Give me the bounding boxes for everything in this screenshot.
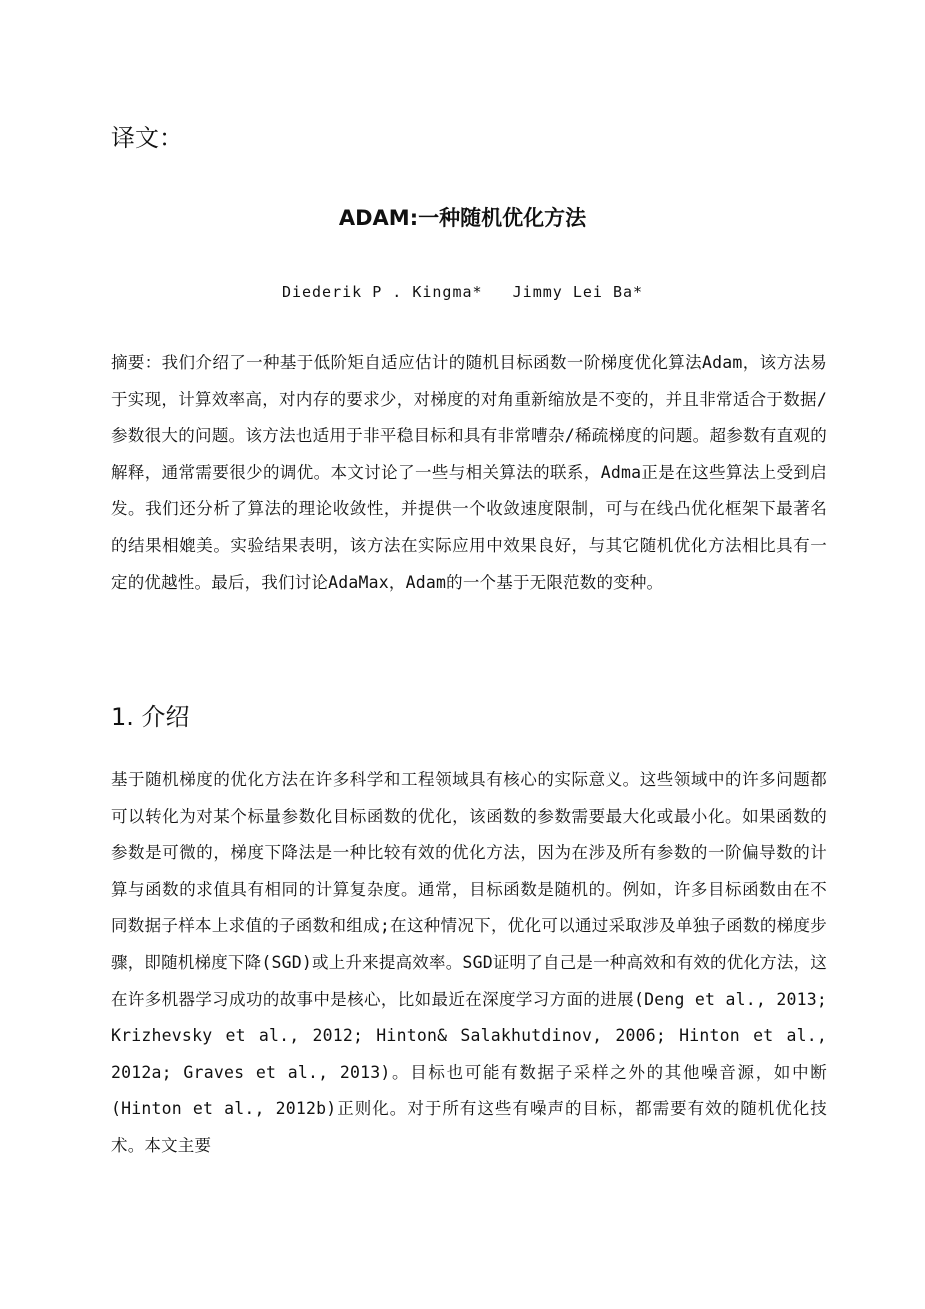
author-line: Diederik P . Kingma* Jimmy Lei Ba* [281, 283, 644, 301]
paper-title: ADAM:一种随机优化方法 [338, 206, 587, 230]
introduction-paragraph: 基于随机梯度的优化方法在许多科学和工程领域具有核心的实际意义。这些领域中的许多问题都可以转化为对某个标量参数化目标函数的优化，该函数的参数需要最大化或最小化。如果函数的参数是可微的，梯度下降法是一种比较有效的优化方法，因为在涉及所有参数的一阶偏导数的计算与函数的求值具有相同的计算复杂度。通常，目标函数是随机的。例如，许多目标函数由在不同数据子样本上求值的子函数和组成;在这种情况下，优化可以通过采取涉及单独子函数的梯度步骤，即随机梯度下降(SGD)或上升来提高效率。SGD证明了自己是一种高效和有效的优化方法，这在许多机器学习成功的故事中是核心，比如最近在深度学习方面的进展(Deng et al., 2013; Krizhevsky et al., 2012; Hinton& Salakhutdinov, 2006; Hinton et al., 2012a; Graves et al., 2013)。目标也可能有数据子采样之外的其他噪音源，如中断(Hinton et al., 2012b)正则化。对于所有这些有噪声的目标，都需要有效的随机优化技术。本文主要 [111, 770, 827, 1155]
abstract-paragraph: 摘要：我们介绍了一种基于低阶矩自适应估计的随机目标函数一阶梯度优化算法Adam，该方法易于实现，计算效率高，对内存的要求少，对梯度的对角重新缩放是不变的，并且非常适合于数据/参数很大的问题。该方法也适用于非平稳目标和具有非常嘈杂/稀疏梯度的问题。超参数有直观的解释，通常需要很少的调优。本文讨论了一些与相关算法的联系，Adma正是在这些算法上受到启发。我们还分析了算法的理论收敛性，并提供一个收敛速度限制，可与在线凸优化框架下最著名的结果相媲美。实验结果表明，该方法在实际应用中效果良好，与其它随机优化方法相比具有一定的优越性。最后，我们讨论AdaMax，Adam的一个基于无限范数的变种。 [111, 353, 827, 592]
translation-label: 译文： [111, 124, 183, 152]
section-heading-introduction: 1. 介绍 [111, 703, 190, 731]
